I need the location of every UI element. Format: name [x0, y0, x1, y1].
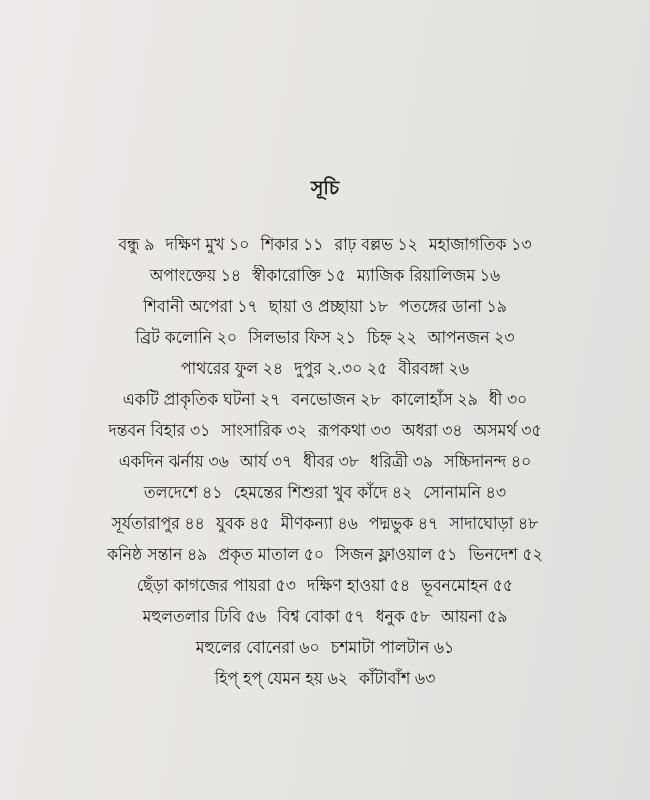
entry-title: ভূবনমোহন	[421, 576, 489, 596]
entry-title: বিশ্ব বোকা	[277, 607, 340, 627]
toc-entry	[335, 235, 418, 255]
toc-entry	[240, 452, 292, 472]
entry-title: সাংসারিক	[221, 421, 283, 441]
entry-title: ধী	[488, 390, 503, 410]
entry-page-number: ২২	[396, 328, 417, 348]
entry-page-number: ৪৮	[517, 514, 539, 534]
entry-title: হিপ্ হপ্ যেমন হয়	[214, 669, 323, 689]
entry-title: যুবক	[215, 514, 245, 534]
entry-title: সূর্যতারাপুর	[111, 514, 180, 534]
entry-page-number: ১৬	[479, 266, 501, 286]
toc-line	[25, 447, 625, 478]
toc-entry	[123, 390, 281, 410]
entry-title: দন্তবন বিহার	[108, 421, 186, 441]
toc-entry	[331, 638, 454, 658]
entry-page-number: ৩৪	[442, 421, 463, 441]
entry-title: পাথরের ফুল	[181, 359, 259, 379]
toc-entry	[423, 483, 506, 503]
toc-entry	[303, 452, 359, 472]
entry-page-number: ৫১	[437, 545, 458, 565]
entry-page-number: ১৫	[325, 266, 346, 286]
entry-page-number: ২৮	[360, 390, 381, 410]
toc-entry	[441, 607, 507, 627]
table-of-contents	[0, 230, 650, 695]
toc-line	[25, 292, 625, 323]
entry-page-number: ২৩	[494, 328, 515, 348]
toc-entry	[291, 390, 380, 410]
entry-page-number: ৬০	[299, 638, 320, 658]
entry-title: কনিষ্ঠ সন্তান	[107, 545, 183, 565]
toc-line	[25, 602, 625, 633]
entry-title: বন্ধু	[118, 235, 140, 255]
entry-page-number: ৪২	[391, 483, 413, 503]
entry-title: ম্যাজিক রিয়ালিজম	[357, 266, 476, 286]
toc-entry	[369, 514, 438, 534]
entry-page-number: ১৮	[367, 297, 389, 317]
toc-entry	[474, 421, 542, 441]
toc-entry	[357, 266, 500, 286]
entry-title: শিবানী অপেরা	[143, 297, 233, 317]
toc-entry	[398, 359, 469, 379]
entry-title: রাঢ় বল্লভ	[334, 235, 393, 255]
toc-line	[25, 509, 625, 540]
entry-title: অসমর্থ	[473, 421, 517, 441]
toc-entry	[118, 235, 154, 255]
entry-title: ধীবর	[303, 452, 334, 472]
entry-title: বীরবঙ্গা	[398, 359, 444, 379]
toc-entry	[359, 669, 435, 689]
entry-page-number: ৩৮	[338, 452, 359, 472]
toc-entry	[248, 328, 356, 348]
entry-page-number: ১৪	[220, 266, 242, 286]
toc-line	[25, 478, 625, 509]
entry-page-number: ৩২	[286, 421, 308, 441]
entry-page-number: ২০	[216, 328, 238, 348]
entry-page-number: ৪৩	[485, 483, 507, 503]
toc-entry	[221, 421, 307, 441]
toc-entry	[428, 328, 515, 348]
entry-page-number: ৬২	[327, 669, 348, 689]
entry-page-number: ২৬	[448, 359, 469, 379]
entry-title: পদ্মভুক	[368, 514, 414, 534]
entry-page-number: ৪০	[510, 452, 532, 472]
toc-line	[25, 571, 625, 602]
toc-entry	[112, 514, 205, 534]
entry-title: হেমন্তের শিশুরা খুব কাঁদে	[233, 483, 388, 503]
entry-title: প্রকৃত মাতাল	[218, 545, 300, 565]
entry-title: চিহ্ন	[367, 328, 392, 348]
entry-page-number: ২৫	[366, 359, 388, 379]
entry-title: দক্ষিণ হাওয়া	[307, 576, 386, 596]
toc-entry	[392, 390, 478, 410]
toc-entry	[119, 452, 229, 472]
entry-title: অধরা	[402, 421, 438, 441]
entry-title: তলদেশে	[143, 483, 198, 503]
entry-page-number: ৩১	[189, 421, 211, 441]
entry-title: সোনামনি	[423, 483, 482, 503]
entry-title: সিজন ফ্লাওয়াল	[335, 545, 433, 565]
toc-entry	[489, 390, 527, 410]
entry-page-number: ৪৭	[417, 514, 439, 534]
toc-entry	[261, 235, 324, 255]
toc-entry	[196, 638, 320, 658]
toc-entry	[307, 576, 410, 596]
toc-entry	[215, 669, 348, 689]
entry-title: একটি প্রাকৃতিক ঘটনা	[122, 390, 256, 410]
toc-entry	[150, 266, 241, 286]
entry-page-number: ৫৭	[344, 607, 365, 627]
toc-entry	[429, 235, 532, 255]
toc-entry	[402, 421, 463, 441]
entry-title: মহুলের বোনেরা	[195, 638, 295, 658]
entry-page-number: ৬১	[433, 638, 455, 658]
toc-line	[25, 416, 625, 447]
entry-page-number: ৯	[144, 235, 155, 255]
entry-page-number: ৫৫	[492, 576, 514, 596]
toc-entry	[399, 297, 507, 317]
toc-entry	[107, 545, 207, 565]
toc-entry	[318, 421, 391, 441]
toc-entry	[468, 545, 542, 565]
toc-line	[25, 230, 625, 261]
entry-page-number: ৫৯	[487, 607, 508, 627]
toc-entry	[181, 359, 283, 379]
entry-title: বনভোজন	[291, 390, 356, 410]
toc-line	[25, 354, 625, 385]
entry-page-number: ৪৯	[186, 545, 208, 565]
toc-entry	[421, 576, 513, 596]
entry-title: আর্য	[239, 452, 268, 472]
entry-title: শিকার	[260, 235, 299, 255]
toc-entry	[269, 297, 388, 317]
entry-title: একদিন ঝর্নায়	[118, 452, 204, 472]
entry-page-number: ১৩	[511, 235, 532, 255]
toc-entry	[144, 483, 223, 503]
entry-page-number: ৩৩	[370, 421, 391, 441]
toc-line	[25, 385, 625, 416]
contents-heading: সূচি	[310, 177, 340, 199]
toc-line	[25, 323, 625, 354]
toc-entry	[252, 266, 346, 286]
entry-title: ব্রিট কলোনি	[135, 328, 213, 348]
toc-entry	[218, 545, 324, 565]
toc-entry	[370, 452, 433, 472]
entry-title: সচ্চিদানন্দ	[444, 452, 507, 472]
toc-entry	[143, 607, 267, 627]
entry-title: রূপকথা	[318, 421, 366, 441]
entry-title: ধনুক	[375, 607, 405, 627]
toc-line	[25, 261, 625, 292]
entry-title: দুপুর ২.৩০	[294, 359, 363, 379]
entry-title: পতঙ্গের ডানা	[399, 297, 482, 317]
entry-title: চশমাটা পালটান	[330, 638, 430, 658]
toc-entry	[143, 297, 258, 317]
entry-page-number: ২১	[335, 328, 356, 348]
entry-page-number: ৫০	[303, 545, 325, 565]
entry-title: ধরিত্রী	[370, 452, 408, 472]
entry-page-number: ৪৬	[337, 514, 358, 534]
entry-title: কাঁটাবাঁশ	[359, 669, 411, 689]
entry-page-number: ৫৬	[245, 607, 267, 627]
entry-title: আপনজন	[427, 328, 490, 348]
entry-page-number: ২৯	[457, 390, 478, 410]
entry-page-number: ৪৫	[249, 514, 270, 534]
entry-page-number: ৪৪	[184, 514, 205, 534]
entry-title: ছেঁড়া কাগজের পায়রা	[136, 576, 271, 596]
entry-title: মীণকন্যা	[280, 514, 333, 534]
entry-page-number: ২৪	[262, 359, 284, 379]
entry-title: কালোহাঁস	[391, 390, 453, 410]
entry-page-number: ৩৭	[271, 452, 293, 472]
entry-page-number: ৫৩	[275, 576, 296, 596]
entry-page-number: ২৭	[259, 390, 281, 410]
toc-entry	[136, 328, 238, 348]
toc-entry	[216, 514, 270, 534]
toc-line	[25, 664, 625, 695]
toc-entry	[335, 545, 457, 565]
entry-page-number: ৩০	[506, 390, 528, 410]
toc-entry	[294, 359, 387, 379]
entry-title: স্বীকারোক্তি	[252, 266, 321, 286]
entry-page-number: ১০	[229, 235, 250, 255]
entry-title: ভিনদেশ	[468, 545, 518, 565]
toc-entry	[165, 235, 249, 255]
toc-entry	[137, 576, 296, 596]
entry-title: অপাংক্তেয়	[149, 266, 217, 286]
toc-entry	[277, 607, 364, 627]
entry-page-number: ৫৪	[389, 576, 411, 596]
entry-title: মহুলতলার ঢিবি	[142, 607, 242, 627]
toc-entry	[449, 514, 538, 534]
toc-entry	[367, 328, 417, 348]
toc-entry	[234, 483, 413, 503]
entry-page-number: ৩৬	[208, 452, 229, 472]
entry-page-number: ৪১	[202, 483, 223, 503]
entry-page-number: ৩৯	[412, 452, 433, 472]
toc-entry	[108, 421, 210, 441]
entry-page-number: ৫৮	[409, 607, 430, 627]
entry-page-number: ১৯	[486, 297, 507, 317]
entry-title: ছায়া ও প্রচ্ছায়া	[268, 297, 364, 317]
entry-title: আয়না	[440, 607, 483, 627]
entry-page-number: ৬৩	[414, 669, 436, 689]
entry-page-number: ৫২	[522, 545, 543, 565]
toc-entry	[444, 452, 531, 472]
toc-entry	[281, 514, 358, 534]
toc-entry	[376, 607, 430, 627]
toc-line	[25, 633, 625, 664]
entry-page-number: ১১	[303, 235, 324, 255]
toc-line	[25, 540, 625, 571]
entry-title: সাদাঘোড়া	[449, 514, 514, 534]
entry-title: সিলভার ফিস	[248, 328, 331, 348]
entry-title: মহাজাগতিক	[428, 235, 507, 255]
entry-page-number: ১২	[397, 235, 418, 255]
entry-title: দক্ষিণ মুখ	[165, 235, 225, 255]
entry-page-number: ৩৫	[521, 421, 542, 441]
entry-page-number: ১৭	[237, 297, 258, 317]
